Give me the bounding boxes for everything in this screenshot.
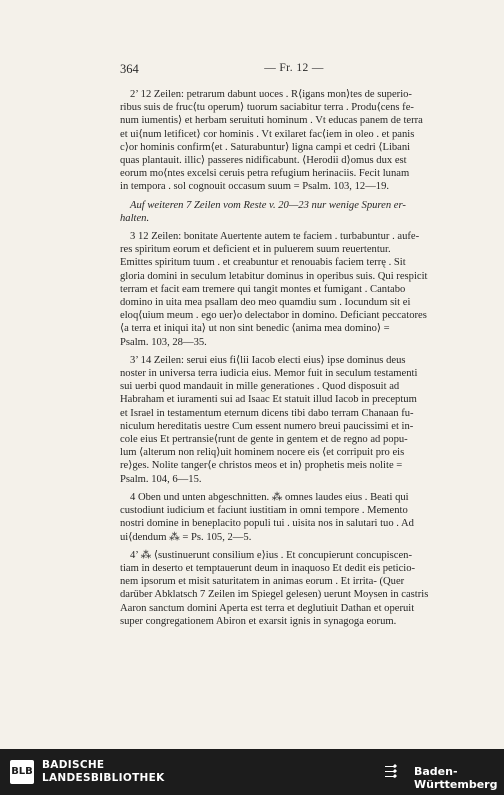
paragraph-2 — [120, 199, 472, 225]
text-line: et Israel in testamentum eternum dicens tibi dabo terram Chanaan fu- — [120, 407, 414, 419]
text-line: noster in universa terra iudicia eius. Memor fuit in seculum testamenti — [120, 368, 418, 380]
text-line: 4’ ⁂ ⟨sustinuerunt consilium e⟩ius . Et concupierunt concupiscen- — [130, 549, 412, 561]
text-line: cole eius Et pertransie⟨runt de gente in gentem et de regno ad popu- — [120, 434, 408, 446]
text-line: res spiritum eorum et deficient et in puluerem suum reuertentur. — [120, 244, 391, 256]
text-line: re⟩ges. Nolite tanger⟨e christos meos et in⟩ prophetis meis nolite = — [120, 460, 403, 472]
text-line: darüber Abklatsch 7 Zeilen im Spiegel gelesen) uerunt Moysen in castris — [120, 589, 429, 601]
text-line: nostri domine in beneplacito populi tui . uisita nos in salutari tuo . Ad — [120, 518, 414, 530]
lion-crest-icon — [384, 762, 410, 782]
page-header — [120, 62, 468, 78]
text-line: 3’ 14 Zeilen: serui eius fi⟨lii Iacob electi eius⟩ ipse dominus deus — [130, 354, 406, 366]
text-line: ⟨a terra et iniqui ita⟩ ut non sint benedic ⟨anima mea domino⟩ = — [120, 323, 390, 335]
text-line: Psalm. 103, 28—35. — [120, 336, 207, 348]
paragraph-5 — [120, 491, 472, 544]
text-line: terram et facit eam tremere qui tangit montes et fumigant . Cantabo — [120, 283, 406, 295]
paragraph-4 — [120, 354, 472, 486]
paragraph-1 — [120, 88, 472, 194]
text-line: lum ⟨alterum non reliq⟩uit hominem nocere eis ⟨et corripuit pro eis — [120, 447, 405, 459]
text-line: Auf weiteren 7 Zeilen vom Reste v. 20—23 nur wenige Spuren er- — [130, 199, 406, 211]
library-name-line2: LANDESBIBLIOTHEK — [42, 772, 165, 784]
text-line: et ui⟨num letificet⟩ cor hominis . Vt exilaret fac⟨iem in oleo . et panis — [120, 128, 415, 140]
text-line: 3 12 Zeilen: bonitate Auertente autem te faciem . turbabuntur . aufe- — [130, 231, 420, 243]
text-line: nem ipsorum et misit saturitatem in animas eorum . Et irrita- (Quer — [120, 576, 405, 588]
text-line: num iumentis⟩ et herbam seruituti hominum . Vt educas panem de terra — [120, 115, 423, 127]
text-line: Emittes spiritum tuum . et creabuntur et renouabis faciem terrę . Sit — [120, 257, 406, 269]
state-name[interactable]: Baden-Württemberg — [414, 765, 498, 791]
text-line: 2’ 12 Zeilen: petrarum dabunt uoces . R⟨igans mon⟩tes de superio- — [130, 89, 412, 100]
blb-logo[interactable]: BLB — [10, 760, 34, 784]
library-name-line1: BADISCHE — [42, 759, 105, 771]
body-text — [120, 88, 472, 633]
footer-bar — [0, 749, 504, 795]
paragraph-3 — [120, 230, 472, 349]
text-line: quas plantauit. illic⟩ passeres nidificabunt. ⟨Herodii d⟩omus dux est — [120, 155, 407, 167]
running-head: — Fr. 12 — — [264, 62, 324, 74]
text-line: 4 Oben und unten abgeschnitten. ⁂ omnes laudes eius . Beati qui — [130, 491, 409, 503]
text-line: halten. — [120, 212, 150, 224]
library-name[interactable] — [42, 759, 165, 785]
text-line: ribus suis de fruc⟨tu operum⟩ tuorum saciabitur terra . Produ⟨cens fe- — [120, 102, 414, 114]
text-line: Psalm. 104, 6—15. — [120, 473, 202, 485]
text-line: gloria domini in seculum letabitur dominus in operibus suis. Qui respicit — [120, 270, 428, 282]
text-line: custodiunt iudicium et faciunt iustitiam in omni tempore . Memento — [120, 505, 408, 517]
text-line: c⟩or hominis confirm⟨et . Saturabuntur⟩ ligna campi et cedri ⟨Libani — [120, 141, 411, 153]
text-line: super congregationem Abiron et exarsit ignis in synagoga eorum. — [120, 615, 397, 627]
page-number: 364 — [120, 62, 139, 76]
paragraph-6 — [120, 549, 472, 628]
text-line: eloq⟨uium meum . ego uer⟩o delectabor in domino. Deficiant peccatores — [120, 310, 427, 322]
text-line: Aaron sanctum domini Aperta est terra et deglutiuit Dathan et operuit — [120, 602, 415, 614]
text-line: ui⟨dendum ⁂ = Ps. 105, 2—5. — [120, 531, 252, 543]
text-line: eorum mo⟨ntes excelsi ceruis petra refugium herinaciis. Fecit lunam — [120, 168, 410, 180]
text-line: tiam in deserto et temptauerunt deum in inaquoso Et dedit eis peticio- — [120, 562, 416, 574]
text-line: niculum hereditatis uestre Cum essent numero breui paucissimi et in- — [120, 420, 414, 432]
text-line: Habraham et iuramenti sui ad Isaac Et statuit illud Iacob in preceptum — [120, 394, 417, 406]
text-line: domino in uita mea psallam deo meo quamdiu sum . Iocundum sit ei — [120, 297, 411, 309]
text-line: in tempora . sol cognouit occasum suum = Psalm. 103, 12—19. — [120, 181, 390, 193]
text-line: sui uerbi quod mandauit in mille generationes . Quod disposuit ad — [120, 381, 400, 393]
